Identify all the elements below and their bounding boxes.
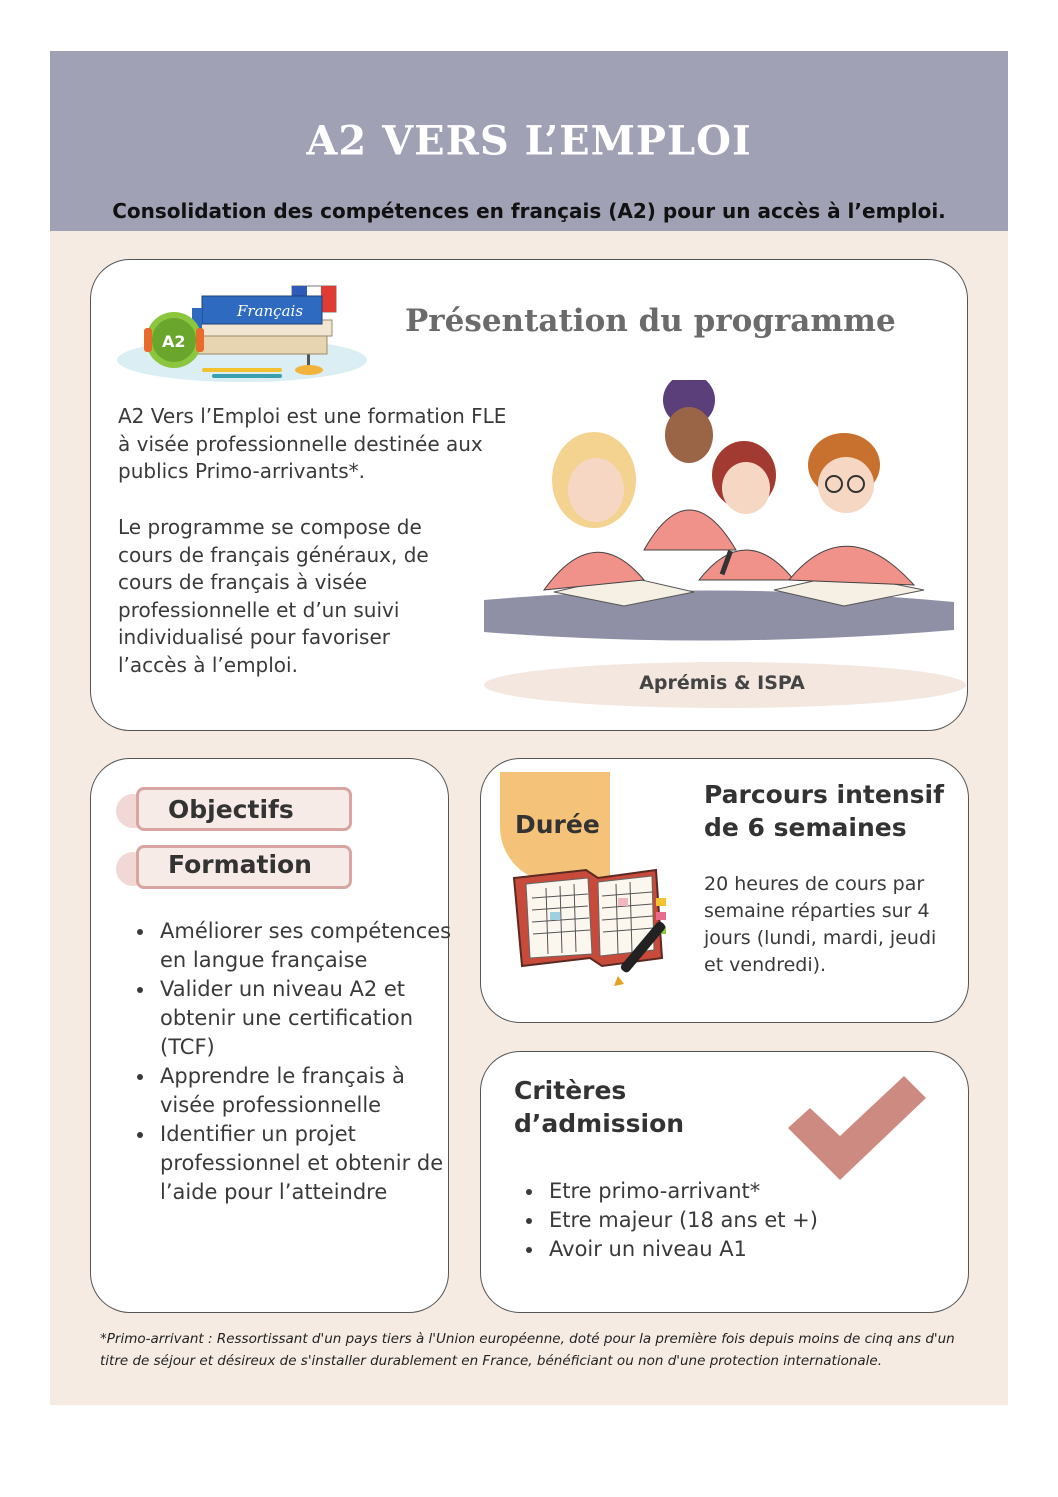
objectives-tag-label: Objectifs (168, 795, 294, 824)
list-item: • Avoir un niveau A1 (545, 1235, 965, 1264)
students-illustration (474, 380, 968, 650)
page-subtitle: Consolidation des compétences en français (A2) pour un accès à l’emploi. (112, 199, 946, 223)
presentation-paragraph-1: A2 Vers l’Emploi est une formation FLE à visée professionnelle destinée aux publics Primo-arrivants*. (118, 404, 507, 483)
list-item: • Apprendre le français à visée professionnelle (156, 1062, 456, 1120)
presentation-paragraph-2: Le programme se compose de cours de français généraux, de cours de français à visée professionnelle et d’un suivi individualisé pour favoriser l’accès à l’emploi. (118, 515, 429, 677)
duree-label: Durée (515, 810, 600, 839)
duration-text: 20 heures de cours par semaine réparties sur 4 jours (lundi, mardi, jeudi et vendredi). (704, 873, 937, 976)
page-title: A2 VERS L’EMPLOI (306, 117, 752, 165)
list-item: • Améliorer ses compétences en langue française (156, 917, 456, 975)
french-books-icon (112, 280, 374, 390)
list-item: • Etre primo-arrivant* (545, 1177, 965, 1206)
formation-tag-label: Formation (168, 850, 312, 879)
admission-title: Critères d’admission (514, 1076, 685, 1138)
svg-text:A2: A2 (162, 332, 186, 351)
admission-list (523, 1177, 965, 1264)
partners-label: Aprémis & ISPA (639, 672, 805, 694)
checkmark-icon (782, 1072, 930, 1184)
list-item: • Valider un niveau A2 et obtenir une certification (TCF) (156, 975, 456, 1062)
header-banner (50, 51, 1008, 231)
duration-title: Parcours intensif de 6 semaines (704, 780, 944, 842)
planner-icon (506, 858, 692, 990)
presentation-title: Présentation du programme (405, 303, 896, 339)
footnote: *Primo-arrivant : Ressortissant d'un pays tiers à l'Union européenne, doté pour la première fois depuis moins de cinq ans d'un titre de séjour et désireux de s'installer durablement en France, bénéficiant ou non d'une protection internationale. (100, 1331, 955, 1369)
list-item: • Etre majeur (18 ans et +) (545, 1206, 965, 1235)
svg-text:Français: Français (237, 302, 304, 320)
list-item: • Identifier un projet professionnel et obtenir de l’aide pour l’atteindre (156, 1120, 456, 1207)
objectives-list (134, 917, 456, 1207)
